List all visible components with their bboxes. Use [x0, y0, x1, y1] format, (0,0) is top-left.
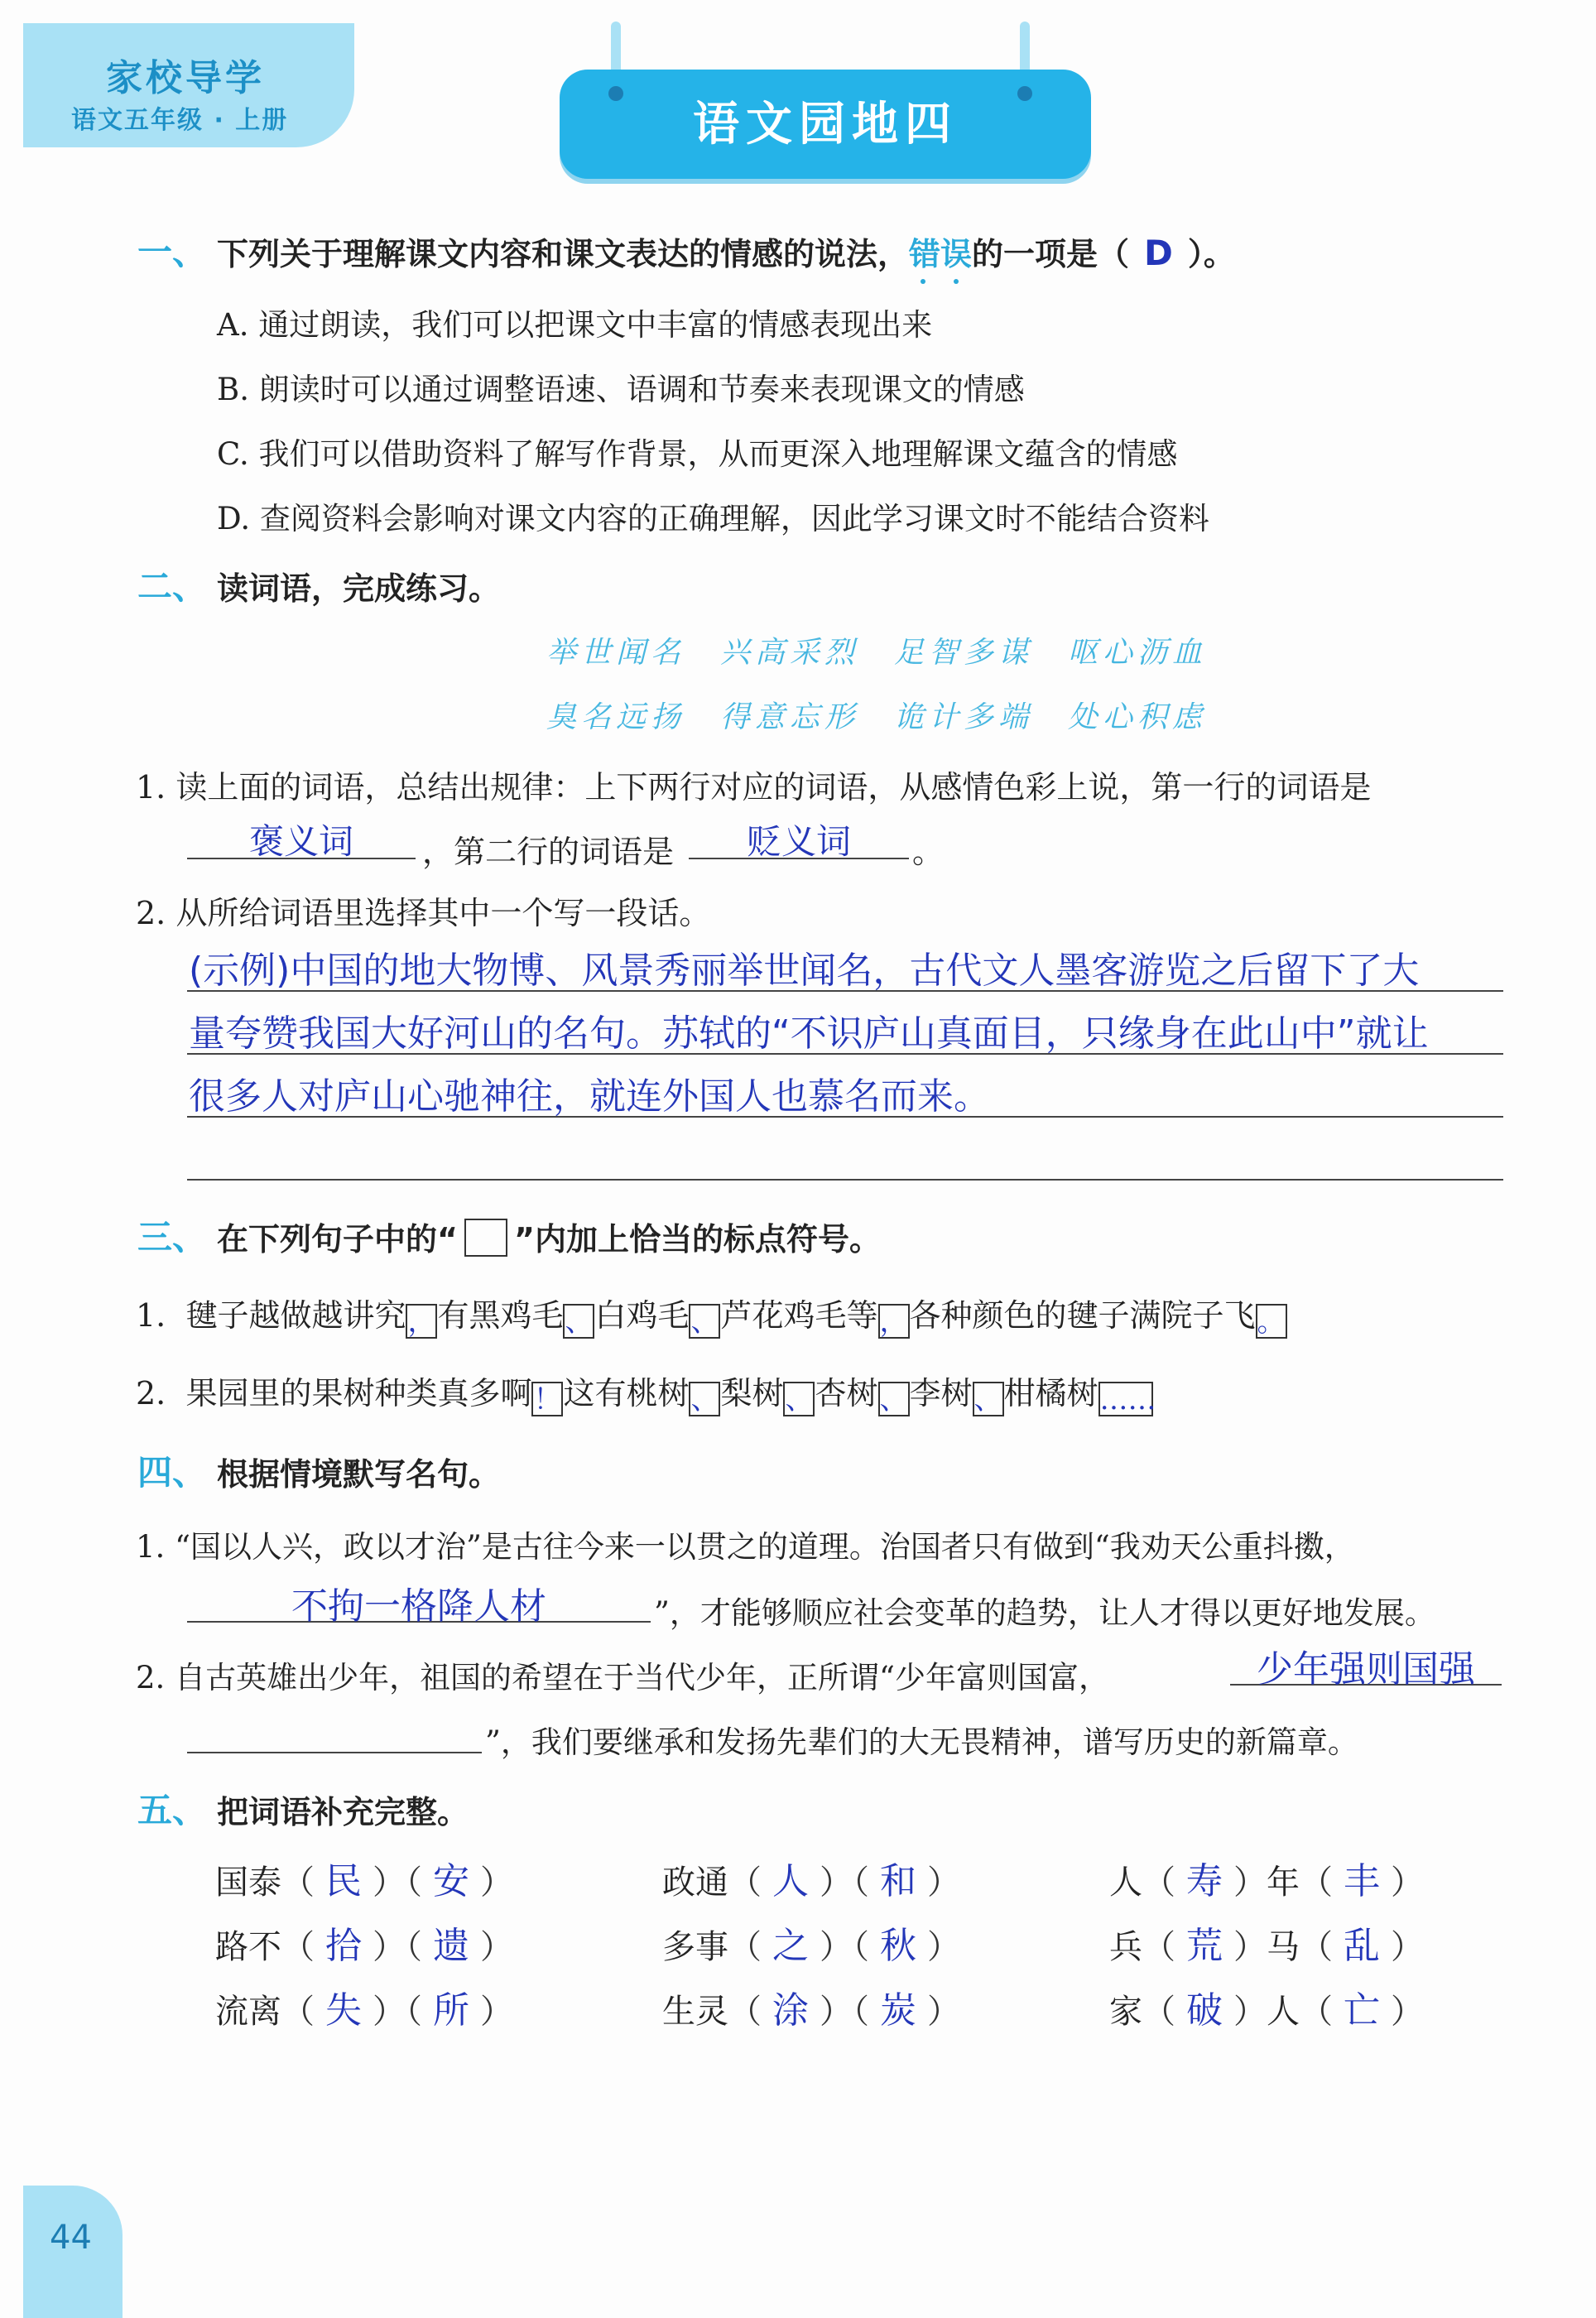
box-icon — [464, 1219, 507, 1257]
word-row-1: 举世闻名 兴高采烈 足智多谋 呕心沥血 — [546, 636, 1208, 670]
idiom-item: 流离（ 失 ）（ 所 ） — [215, 1980, 513, 2033]
answer-positive: 褒义词 — [248, 821, 353, 862]
section4-number: 四、 — [137, 1452, 208, 1493]
option-a: A. 通过朗读，我们可以把课文中丰富的情感表现出来 — [217, 307, 933, 343]
book-brand: 家校导学 — [106, 57, 265, 99]
idiom-item: 国泰（ 民 ）（ 安 ） — [215, 1851, 513, 1904]
writing-line — [187, 1116, 1503, 1118]
idiom-answer: 和 — [880, 1860, 916, 1902]
punct-box: ， — [879, 1306, 908, 1339]
word-row-2: 臭名远扬 得意忘形 诡计多端 处心积虑 — [546, 700, 1208, 734]
punct-box: 、 — [690, 1306, 719, 1339]
punct-sentence-1: 1. 毽子越做越讲究，有黑鸡毛、白鸡毛、芦花鸡毛等，各种颜色的毽子满院子飞。 — [136, 1297, 1286, 1339]
idiom-answer: 拾 — [325, 1925, 362, 1967]
punct-box: 、 — [879, 1383, 908, 1416]
page-number: 44 — [50, 2219, 92, 2257]
section4-prompt: 根据情境默写名句。 — [217, 1456, 501, 1493]
q2-1-mid: ，第二行的词语是 — [422, 834, 675, 870]
idiom-answer: 亡 — [1344, 1989, 1380, 2032]
section1-answer: D — [1144, 233, 1173, 273]
idiom-answer: 丰 — [1344, 1860, 1380, 1902]
option-b: B. 朗读时可以通过调整语速、语调和节奏来表现课文的情感 — [217, 372, 1025, 407]
idiom-item: 政通（ 人 ）（ 和 ） — [662, 1851, 960, 1904]
emphasis-word: 错误 — [909, 236, 972, 272]
section2-number: 二、 — [137, 566, 208, 607]
punct-box: 、 — [690, 1383, 719, 1416]
answer-quote-1: 不拘一格降人材 — [291, 1585, 546, 1628]
idiom-answer: 荒 — [1186, 1925, 1223, 1967]
section5-prompt: 把词语补充完整。 — [217, 1794, 469, 1830]
option-d: D. 查阅资料会影响对课文内容的正确理解，因此学习课文时不能结合资料 — [217, 501, 1209, 536]
idiom-answer: 民 — [325, 1860, 362, 1902]
punct-box: 、 — [785, 1383, 814, 1416]
idiom-item: 路不（ 拾 ）（ 遗 ） — [215, 1916, 513, 1969]
essay-line-3: 很多人对庐山心驰神往，就连外国人也慕名而来。 — [189, 1075, 990, 1118]
writing-line — [187, 990, 1503, 992]
idiom-answer: 所 — [433, 1989, 469, 2032]
option-c: C. 我们可以借助资料了解写作背景，从而更深入地理解课文蕴含的情感 — [217, 436, 1178, 472]
essay-line-1: (示例)中国的地大物博、风景秀丽举世闻名，古代文人墨客游览之后留下了大 — [189, 950, 1420, 992]
idiom-item: 兵（ 荒 ）马（ 乱 ） — [1109, 1916, 1424, 1969]
idiom-answer: 秋 — [880, 1925, 916, 1967]
answer-negative: 贬义词 — [746, 821, 851, 862]
q2-2-text: 2. 从所给词语里选择其中一个写一段话。 — [136, 895, 711, 931]
book-subtitle: 语文五年级 · 上册 — [71, 106, 289, 135]
page-title: 语文园地四 — [693, 98, 958, 151]
q4-2-line1: 2. 自古英雄出少年，祖国的希望在于当代少年，正所谓“少年富则国富， — [136, 1660, 1109, 1695]
section1-number: 一、 — [137, 232, 208, 272]
writing-line — [187, 1053, 1503, 1055]
answer-quote-2: 少年强则国强 — [1257, 1648, 1475, 1690]
q4-1-line2: ”，才能够顺应社会变革的趋势，让人才得以更好地发展。 — [654, 1595, 1435, 1631]
idiom-answer: 之 — [772, 1925, 809, 1967]
section5-number: 五、 — [137, 1790, 208, 1830]
punct-box: 、 — [565, 1306, 594, 1339]
idiom-answer: 安 — [433, 1860, 469, 1902]
punct-box: 、 — [973, 1383, 1002, 1416]
idiom-answer: 寿 — [1186, 1860, 1223, 1902]
idiom-item: 生灵（ 涂 ）（ 炭 ） — [662, 1980, 960, 2033]
idiom-answer: 乱 — [1344, 1925, 1380, 1967]
section3-number: 三、 — [137, 1217, 208, 1258]
idiom-item: 家（ 破 ）人（ 亡 ） — [1109, 1980, 1424, 2033]
punct-box: 。 — [1257, 1306, 1286, 1339]
idiom-answer: 破 — [1186, 1989, 1223, 2032]
idiom-answer: 涂 — [772, 1989, 809, 2032]
punct-sentence-2: 2. 果园里的果树种类真多啊！这有桃树、梨树、杏树、李树、柑橘树…… — [136, 1375, 1156, 1416]
idiom-answer: 炭 — [880, 1989, 916, 2032]
idiom-item: 多事（ 之 ）（ 秋 ） — [662, 1916, 960, 1969]
q2-1-end: 。 — [912, 834, 945, 870]
punct-box: …… — [1099, 1383, 1156, 1416]
section3-prompt: 在下列句子中的“ ”内加上恰当的标点符号。 — [217, 1214, 881, 1259]
q4-1-line1: 1. “国以人兴，政以才治”是古往今来一以贯之的道理。治国者只有做到“我劝天公重抖擞， — [136, 1529, 1355, 1565]
q4-2-line2: ”，我们要继承和发扬先辈们的大无畏精神，谱写历史的新篇章。 — [485, 1724, 1358, 1760]
essay-line-2: 量夸赞我国大好河山的名句。苏轼的“不识庐山真面目，只缘身在此山中”就让 — [189, 1012, 1429, 1055]
answer-line — [187, 1752, 482, 1753]
idiom-answer: 失 — [325, 1989, 362, 2032]
punct-box: ， — [407, 1306, 436, 1339]
q2-1-text: 1. 读上面的词语，总结出规律：上下两行对应的词语，从感情色彩上说，第一行的词语是 — [136, 769, 1372, 806]
punct-box: ！ — [533, 1383, 562, 1416]
idiom-answer: 遗 — [433, 1925, 469, 1967]
idiom-item: 人（ 寿 ）年（ 丰 ） — [1109, 1851, 1424, 1904]
writing-line — [187, 1179, 1503, 1181]
idiom-answer: 人 — [772, 1860, 809, 1902]
section1-prompt: 下列关于理解课文内容和课文表达的情感的说法，错误 的一项是（ D ）。 — [217, 228, 1235, 274]
section2-prompt: 读词语，完成练习。 — [217, 570, 501, 607]
